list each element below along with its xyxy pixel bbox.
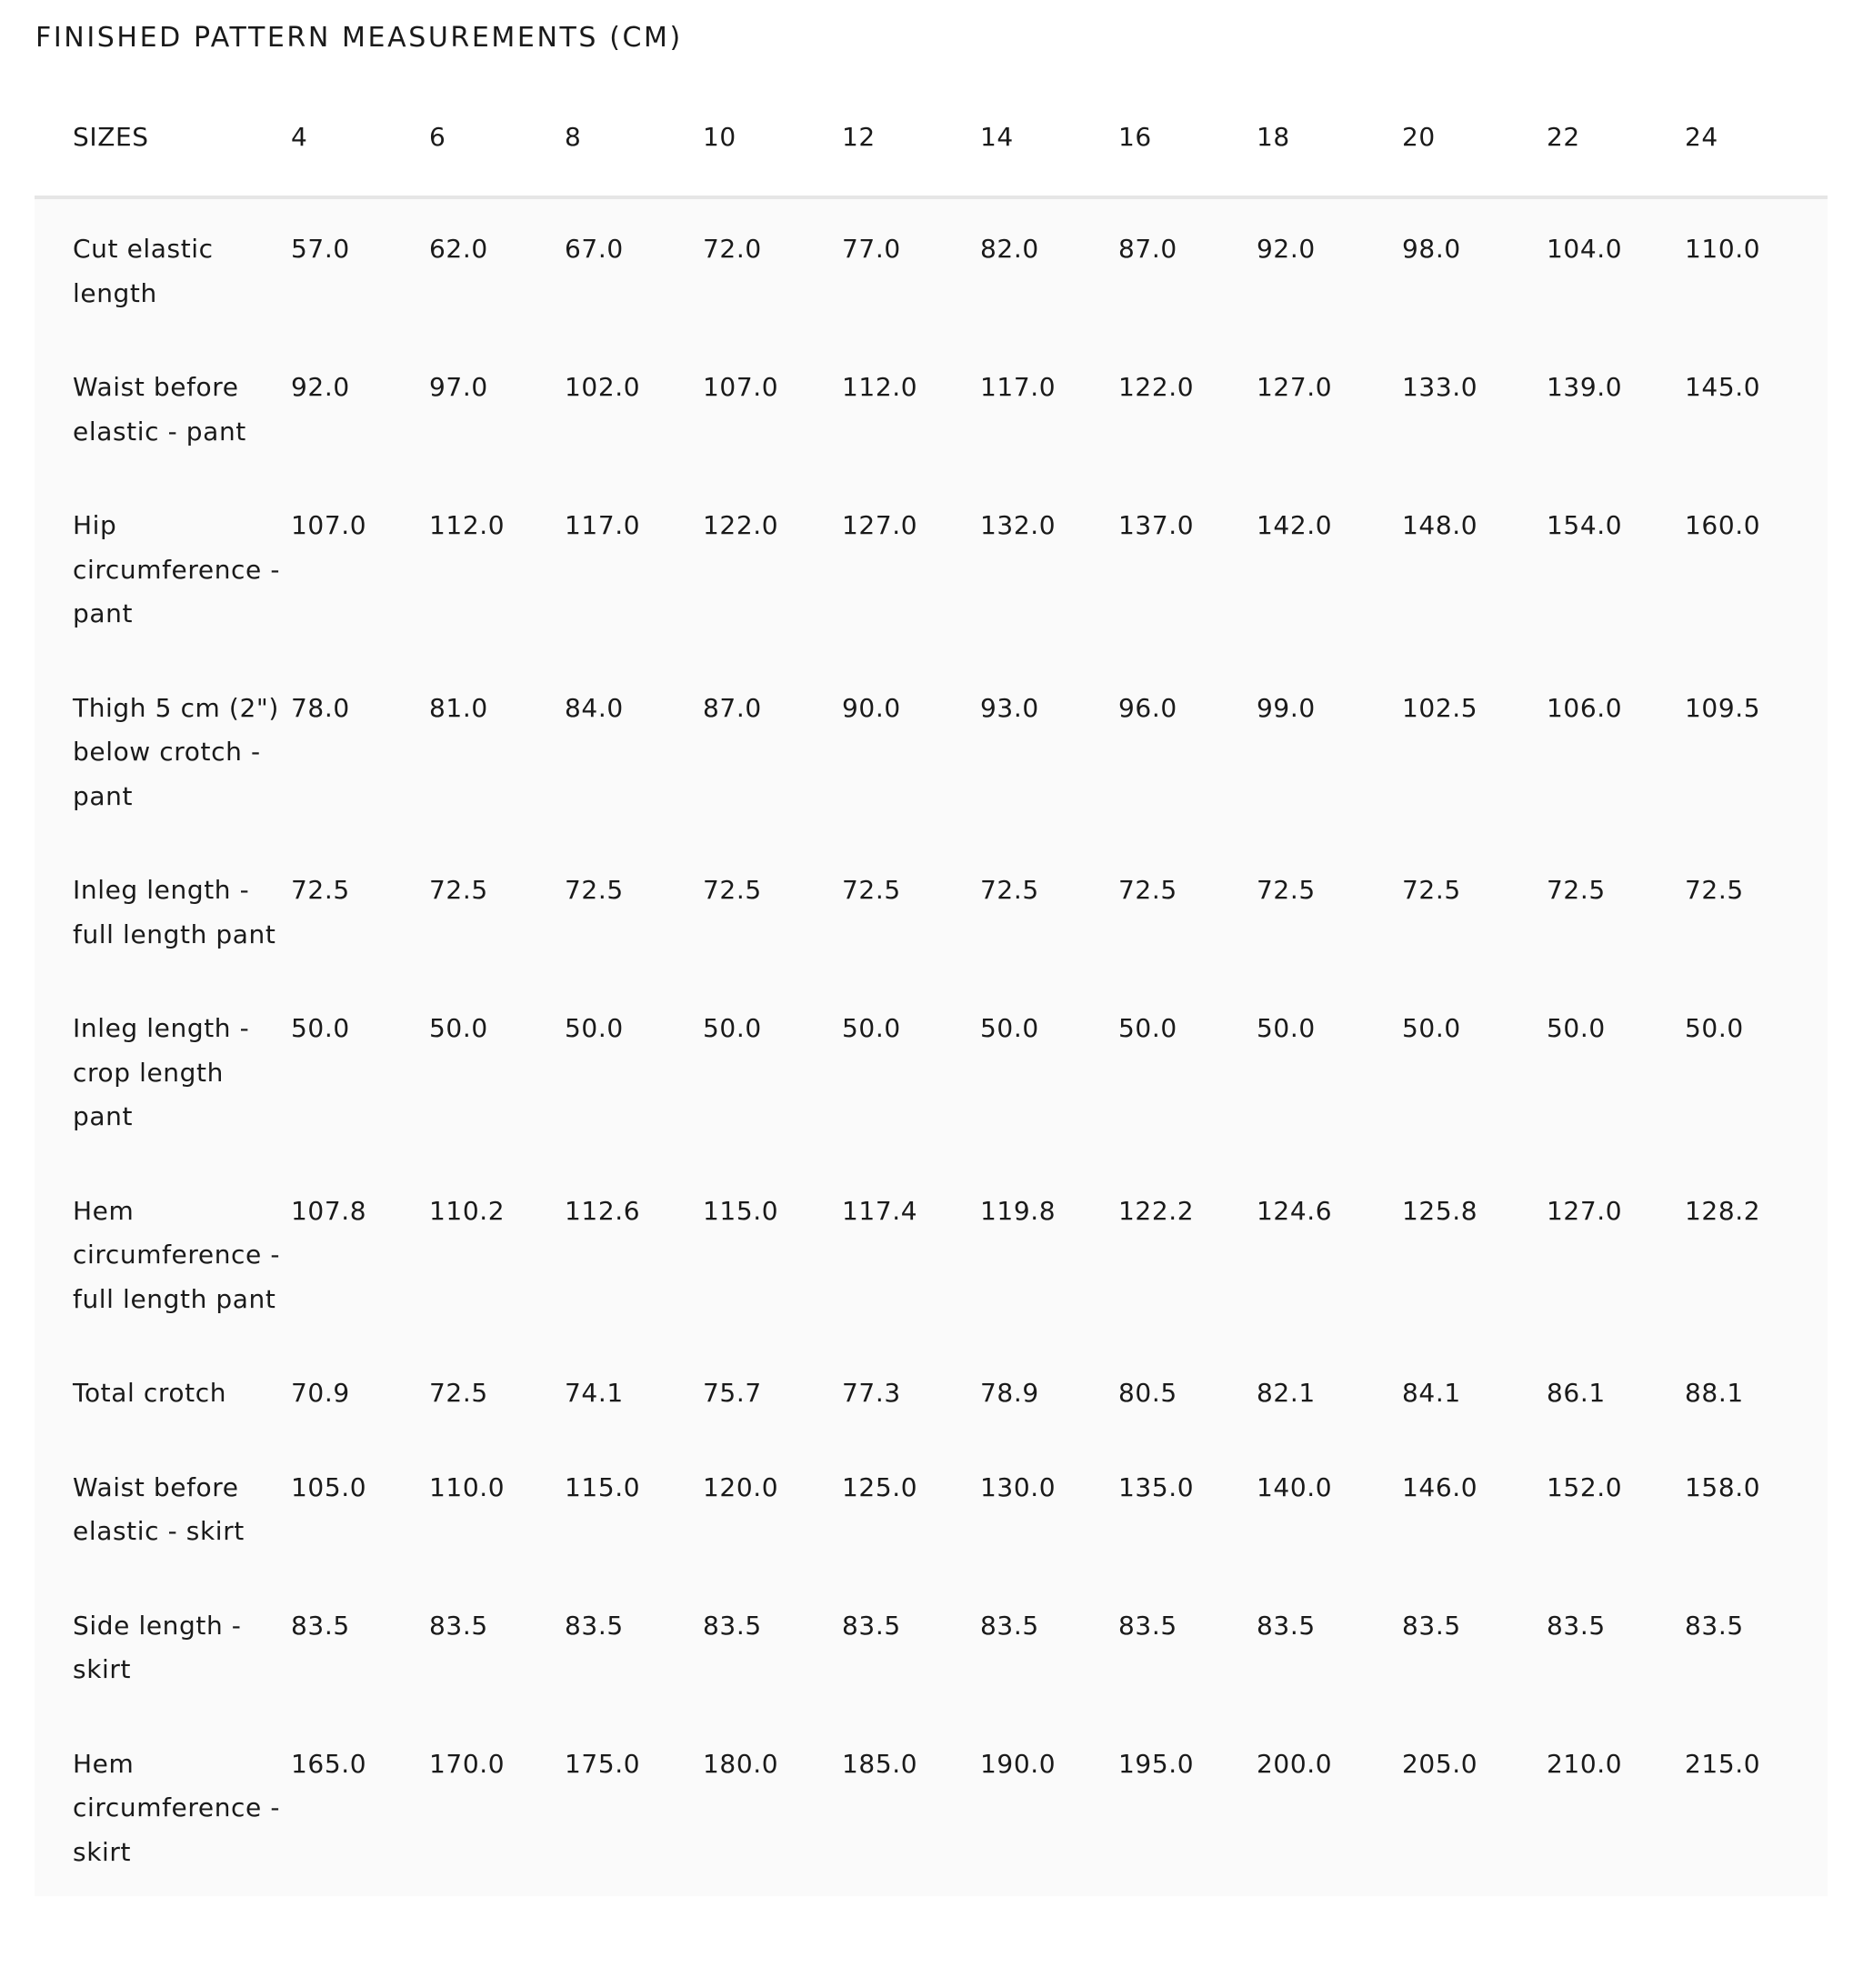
- table-cell: 122.2: [1118, 1195, 1195, 1226]
- table-cell: 82.1: [1257, 1378, 1316, 1408]
- row-label: Total crotch: [73, 1378, 227, 1408]
- header-size: 18: [1257, 80, 1402, 197]
- table-cell: 50.0: [842, 1013, 901, 1043]
- table-cell: 78.0: [291, 692, 350, 723]
- table-cell: 152.0: [1547, 1471, 1623, 1502]
- table-cell: 102.5: [1402, 692, 1478, 723]
- table-cell: 96.0: [1118, 692, 1177, 723]
- table-cell: 50.0: [1118, 1013, 1177, 1043]
- table-cell: 83.5: [842, 1610, 901, 1641]
- header-size: 12: [842, 80, 980, 197]
- table-cell: 72.5: [1118, 875, 1177, 905]
- table-cell: 165.0: [291, 1748, 367, 1779]
- table-cell: 50.0: [1402, 1013, 1461, 1043]
- table-cell: 83.5: [1402, 1610, 1461, 1641]
- table-row: [35, 1161, 1828, 1344]
- table-cell: 135.0: [1118, 1471, 1195, 1502]
- header-size: 22: [1547, 80, 1685, 197]
- table-cell: 175.0: [565, 1748, 641, 1779]
- table-cell: 127.0: [1257, 372, 1333, 402]
- header-size: 20: [1402, 80, 1547, 197]
- page-title: FINISHED PATTERN MEASUREMENTS (CM): [35, 22, 683, 54]
- table-cell: 200.0: [1257, 1748, 1333, 1779]
- table-cell: 127.0: [1547, 1195, 1623, 1226]
- table-cell: 72.5: [1547, 875, 1606, 905]
- table-cell: 83.5: [429, 1610, 488, 1641]
- row-label: Thigh 5 cm (2") below crotch - pant: [73, 692, 279, 811]
- table-cell: 160.0: [1685, 510, 1761, 540]
- table-cell: 112.6: [565, 1195, 641, 1226]
- table-cell: 112.0: [429, 510, 506, 540]
- table-cell: 72.5: [1685, 875, 1744, 905]
- table-cell: 107.8: [291, 1195, 367, 1226]
- table-cell: 82.0: [980, 234, 1039, 264]
- header-size: 6: [429, 80, 565, 197]
- table-cell: 137.0: [1118, 510, 1195, 540]
- table-cell: 50.0: [980, 1013, 1039, 1043]
- row-label: Hem circumference - skirt: [73, 1748, 281, 1867]
- table-cell: 145.0: [1685, 372, 1761, 402]
- table-cell: 132.0: [980, 510, 1057, 540]
- table-cell: 148.0: [1402, 510, 1478, 540]
- table-cell: 170.0: [429, 1748, 506, 1779]
- table-row: [35, 979, 1828, 1161]
- table-cell: 122.0: [1118, 372, 1195, 402]
- table-cell: 92.0: [291, 372, 350, 402]
- table-cell: 72.5: [565, 875, 624, 905]
- table-cell: 70.9: [291, 1378, 350, 1408]
- table-cell: 130.0: [980, 1471, 1057, 1502]
- table-cell: 81.0: [429, 692, 488, 723]
- table-cell: 125.8: [1402, 1195, 1478, 1226]
- table-cell: 87.0: [703, 692, 762, 723]
- row-label: Cut elastic length: [73, 234, 214, 308]
- table-cell: 146.0: [1402, 1471, 1478, 1502]
- header-sizes-label: SIZES: [35, 80, 291, 197]
- table-cell: 110.0: [429, 1471, 506, 1502]
- table-cell: 80.5: [1118, 1378, 1177, 1408]
- table-header: [35, 80, 1828, 197]
- table-cell: 210.0: [1547, 1748, 1623, 1779]
- table-cell: 72.5: [703, 875, 762, 905]
- table-cell: 57.0: [291, 234, 350, 264]
- header-size: 14: [980, 80, 1118, 197]
- table-cell: 50.0: [429, 1013, 488, 1043]
- table-cell: 50.0: [565, 1013, 624, 1043]
- table-cell: 84.0: [565, 692, 624, 723]
- table-cell: 77.3: [842, 1378, 901, 1408]
- table-cell: 215.0: [1685, 1748, 1761, 1779]
- table-cell: 98.0: [1402, 234, 1461, 264]
- table-cell: 190.0: [980, 1748, 1057, 1779]
- table-cell: 185.0: [842, 1748, 918, 1779]
- table-cell: 50.0: [703, 1013, 762, 1043]
- row-label: Inleg length - full length pant: [73, 875, 276, 949]
- table-cell: 83.5: [565, 1610, 624, 1641]
- header-size: 4: [291, 80, 429, 197]
- table-cell: 83.5: [291, 1610, 350, 1641]
- table-row: [35, 1343, 1828, 1438]
- table-cell: 102.0: [565, 372, 641, 402]
- table-body: [35, 197, 1828, 1896]
- table-cell: 72.5: [429, 1378, 488, 1408]
- table-cell: 78.9: [980, 1378, 1039, 1408]
- table-cell: 50.0: [1547, 1013, 1606, 1043]
- measurements-table: [35, 80, 1828, 1896]
- row-label: Waist before elastic - pant: [73, 372, 246, 447]
- table-row: [35, 1576, 1828, 1714]
- table-cell: 62.0: [429, 234, 488, 264]
- table-cell: 158.0: [1685, 1471, 1761, 1502]
- table-cell: 154.0: [1547, 510, 1623, 540]
- row-label: Hip circumference - pant: [73, 510, 281, 628]
- table-cell: 87.0: [1118, 234, 1177, 264]
- table-cell: 50.0: [291, 1013, 350, 1043]
- table-cell: 83.5: [703, 1610, 762, 1641]
- table-row: [35, 337, 1828, 476]
- table-cell: 90.0: [842, 692, 901, 723]
- table-cell: 139.0: [1547, 372, 1623, 402]
- table-cell: 195.0: [1118, 1748, 1195, 1779]
- table-cell: 117.0: [980, 372, 1057, 402]
- table-cell: 74.1: [565, 1378, 624, 1408]
- table-cell: 50.0: [1685, 1013, 1744, 1043]
- table-row: [35, 476, 1828, 658]
- table-cell: 180.0: [703, 1748, 779, 1779]
- table-cell: 72.5: [291, 875, 350, 905]
- table-row: [35, 197, 1828, 337]
- header-row: [35, 80, 1828, 197]
- table-cell: 107.0: [703, 372, 779, 402]
- table-row: [35, 658, 1828, 841]
- table-cell: 72.0: [703, 234, 762, 264]
- table-cell: 110.0: [1685, 234, 1761, 264]
- table-cell: 205.0: [1402, 1748, 1478, 1779]
- table-cell: 106.0: [1547, 692, 1623, 723]
- table-cell: 88.1: [1685, 1378, 1744, 1408]
- table-cell: 50.0: [1257, 1013, 1316, 1043]
- header-size: 16: [1118, 80, 1257, 197]
- table-cell: 72.5: [980, 875, 1039, 905]
- row-label: Waist before elastic - skirt: [73, 1471, 245, 1546]
- table-cell: 115.0: [703, 1195, 779, 1226]
- table-cell: 83.5: [1118, 1610, 1177, 1641]
- table-cell: 72.5: [429, 875, 488, 905]
- table-cell: 72.5: [842, 875, 901, 905]
- table-cell: 122.0: [703, 510, 779, 540]
- table-cell: 105.0: [291, 1471, 367, 1502]
- table-cell: 117.4: [842, 1195, 918, 1226]
- table-cell: 119.8: [980, 1195, 1057, 1226]
- header-size: 8: [565, 80, 703, 197]
- header-size: 24: [1685, 80, 1828, 197]
- table-cell: 93.0: [980, 692, 1039, 723]
- table-cell: 133.0: [1402, 372, 1478, 402]
- table-cell: 112.0: [842, 372, 918, 402]
- table-cell: 128.2: [1685, 1195, 1761, 1226]
- table-cell: 72.5: [1257, 875, 1316, 905]
- table-cell: 97.0: [429, 372, 488, 402]
- row-label: Inleg length - crop length pant: [73, 1013, 250, 1131]
- row-label: Side length - skirt: [73, 1610, 242, 1684]
- table-cell: 83.5: [1257, 1610, 1316, 1641]
- table-cell: 72.5: [1402, 875, 1461, 905]
- table-row: [35, 1714, 1828, 1897]
- table-cell: 109.5: [1685, 692, 1761, 723]
- table-cell: 99.0: [1257, 692, 1316, 723]
- table-cell: 75.7: [703, 1378, 762, 1408]
- table-cell: 110.2: [429, 1195, 506, 1226]
- table-cell: 92.0: [1257, 234, 1316, 264]
- table-cell: 125.0: [842, 1471, 918, 1502]
- table-cell: 120.0: [703, 1471, 779, 1502]
- table-cell: 83.5: [1685, 1610, 1744, 1641]
- table-cell: 107.0: [291, 510, 367, 540]
- table-cell: 117.0: [565, 510, 641, 540]
- table-cell: 67.0: [565, 234, 624, 264]
- table-cell: 83.5: [1547, 1610, 1606, 1641]
- table-cell: 127.0: [842, 510, 918, 540]
- table-row: [35, 1438, 1828, 1576]
- header-size: 10: [703, 80, 842, 197]
- table-cell: 115.0: [565, 1471, 641, 1502]
- table-cell: 86.1: [1547, 1378, 1606, 1408]
- table-cell: 104.0: [1547, 234, 1623, 264]
- table-cell: 124.6: [1257, 1195, 1333, 1226]
- table-cell: 84.1: [1402, 1378, 1461, 1408]
- row-label: Hem circumference - full length pant: [73, 1195, 281, 1314]
- table-cell: 77.0: [842, 234, 901, 264]
- table-row: [35, 840, 1828, 979]
- table-cell: 140.0: [1257, 1471, 1333, 1502]
- table-cell: 83.5: [980, 1610, 1039, 1641]
- table-cell: 142.0: [1257, 510, 1333, 540]
